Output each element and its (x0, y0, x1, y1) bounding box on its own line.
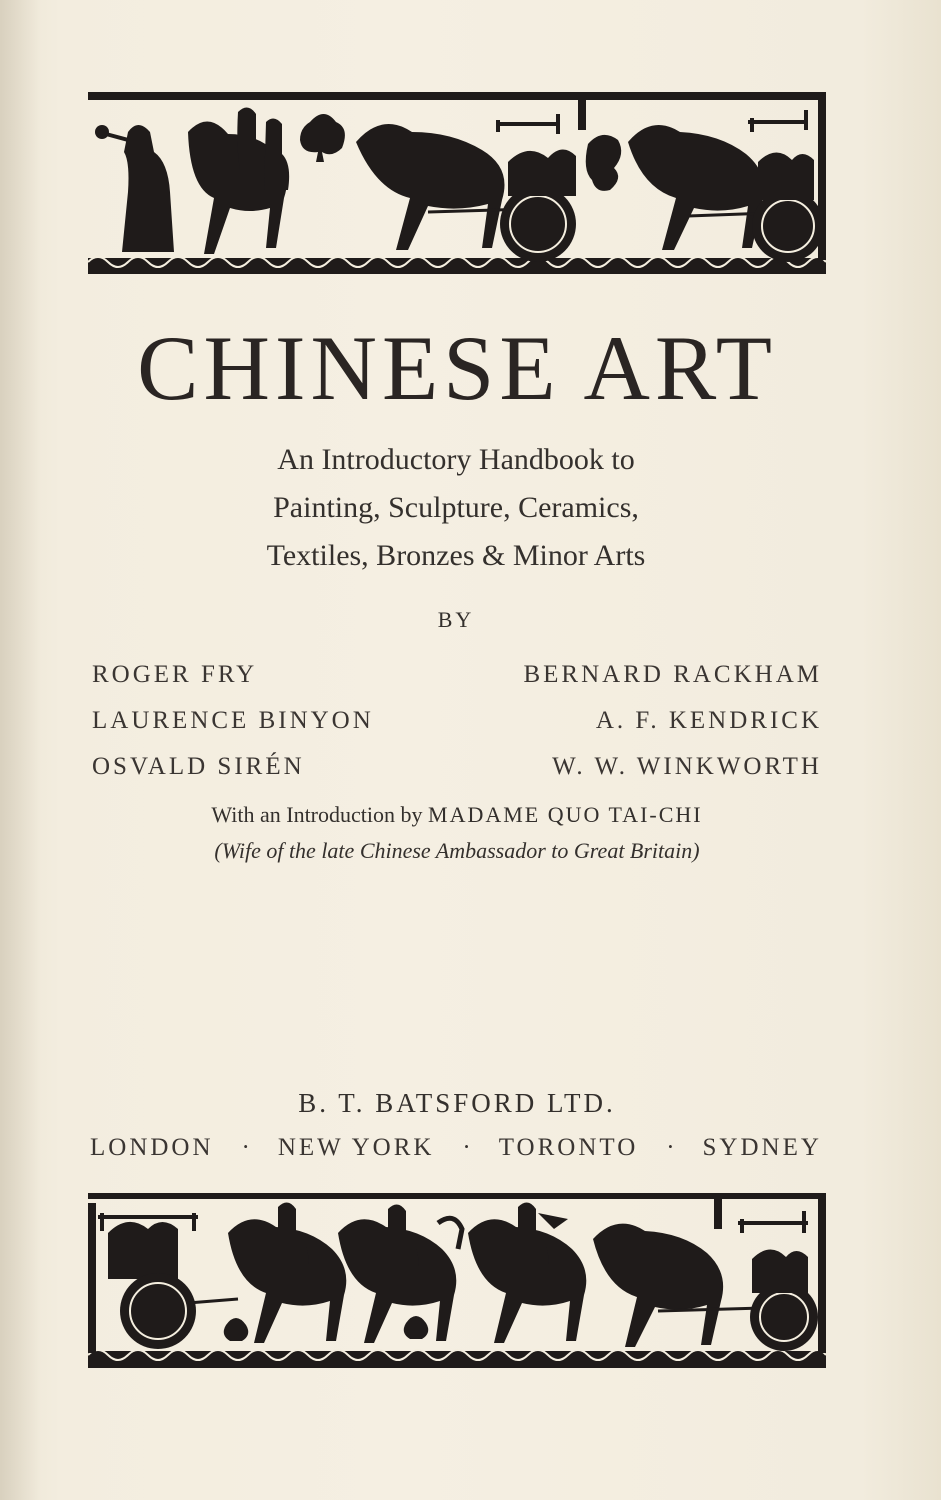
author-name: OSVALD SIRÉN (92, 753, 305, 780)
book-title: CHINESE ART (137, 317, 777, 419)
bottom-frieze-icon (88, 1193, 826, 1368)
top-frieze-illustration (88, 92, 826, 274)
page-fold-shadow (0, 0, 40, 1500)
city-separator: · (666, 1134, 675, 1161)
publisher-cities (90, 1134, 822, 1162)
top-frieze-icon (88, 92, 826, 274)
city: TORONTO (498, 1134, 639, 1161)
city-separator: · (241, 1134, 250, 1161)
subtitle-line: Textiles, Bronzes & Minor Arts (266, 539, 646, 572)
intro-prefix: With an Introduction by (211, 802, 423, 827)
introduction-credit (88, 800, 826, 830)
subtitle-line: Painting, Sculpture, Ceramics, (273, 491, 639, 524)
subtitle (200, 436, 712, 580)
author-name: BERNARD RACKHAM (523, 661, 822, 688)
city: SYDNEY (702, 1134, 822, 1161)
bottom-frieze-illustration (88, 1193, 826, 1368)
city: NEW YORK (277, 1134, 435, 1161)
author-name: A. F. KENDRICK (595, 707, 822, 734)
author-name: ROGER FRY (92, 661, 258, 688)
by-label: BY (437, 607, 475, 632)
city-separator: · (462, 1134, 471, 1161)
author-name: W. W. WINKWORTH (552, 753, 822, 780)
subtitle-line: An Introductory Handbook to (277, 443, 635, 476)
city: LONDON (90, 1134, 214, 1161)
intro-note: (Wife of the late Chinese Ambassador to Great Britain) (214, 838, 700, 863)
author-name: LAURENCE BINYON (92, 707, 374, 734)
publisher: B. T. BATSFORD LTD. (298, 1088, 616, 1118)
intro-author: MADAME QUO TAI-CHI (428, 802, 703, 827)
